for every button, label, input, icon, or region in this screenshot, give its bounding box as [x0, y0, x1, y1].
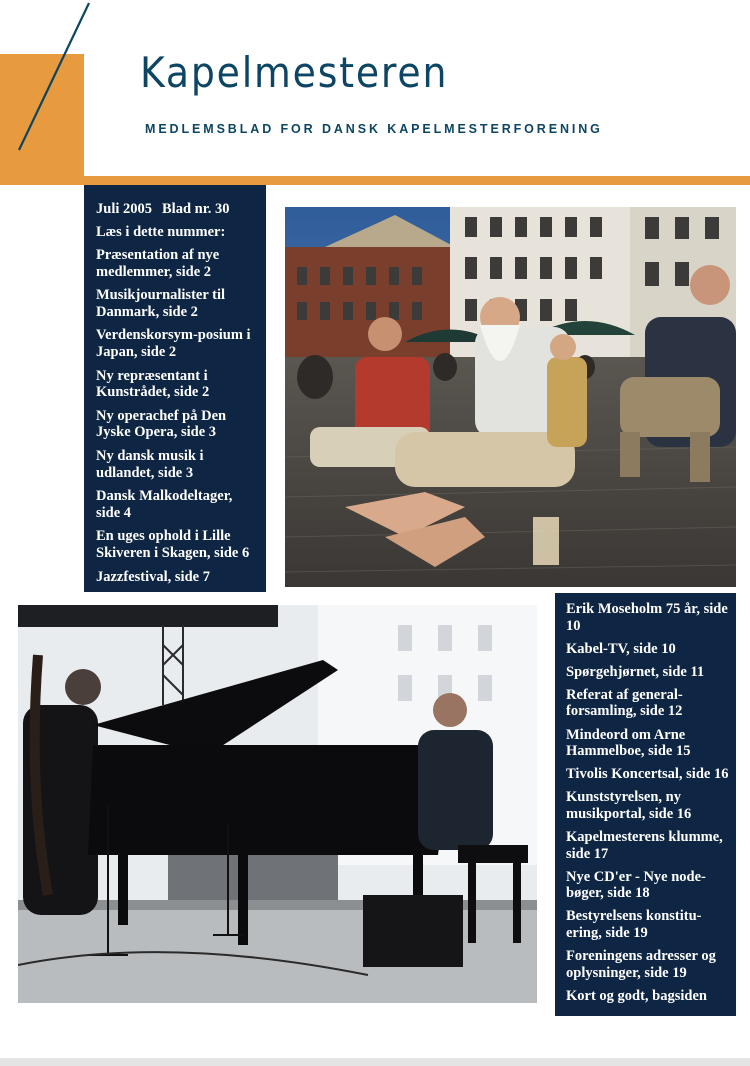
toc-right-panel — [555, 593, 736, 1016]
toc-intro: Læs i dette nummer: — [96, 224, 226, 240]
toc-item[interactable]: Ny dansk musik i udlandet, side 3 — [96, 447, 204, 481]
toc-item[interactable]: Præsentation af nye medlemmer, side 2 — [96, 247, 220, 280]
toc-item[interactable]: Verdenskorsym-posium i Japan, side 2 — [96, 327, 251, 360]
toc-item[interactable]: Dansk Malkodeltager, side 4 — [96, 488, 233, 521]
magazine-subtitle: MEDLEMSBLAD FOR DANSK KAPELMESTERFORENING — [145, 122, 603, 136]
toc-left-list — [96, 247, 258, 585]
header-orange-rule — [84, 176, 750, 185]
toc-item[interactable]: En uges ophold i Lille Skiveren i Skagen, side 6 — [96, 528, 250, 561]
toc-left-panel — [84, 185, 266, 592]
issue-info — [96, 201, 258, 218]
photo-festival-crowd — [285, 207, 736, 587]
issue-number: Blad nr. 30 — [162, 201, 230, 217]
toc-item[interactable]: Foreningens adresser og oplysninger, side 19 — [566, 948, 716, 981]
toc-item[interactable]: Kunststyrelsen, ny musikportal, side 16 — [566, 789, 692, 822]
toc-item[interactable]: Bestyrelsens konstitu-ering, side 19 — [566, 908, 702, 941]
decorative-slash-icon — [0, 0, 100, 160]
toc-item[interactable]: Nye CD'er - Nye node-bøger, side 18 — [566, 868, 706, 902]
toc-item[interactable]: Mindeord om Arne Hammelboe, side 15 — [566, 726, 691, 760]
toc-item[interactable]: Referat af general-forsamling, side 12 — [566, 686, 683, 720]
toc-item[interactable]: Ny repræsentant i Kunstrådet, side 2 — [96, 367, 210, 401]
photo-stage-piano — [18, 605, 537, 1003]
toc-item[interactable]: Jazzfestival, side 7 — [96, 568, 210, 585]
issue-date: Juli 2005 — [96, 201, 152, 217]
page-bottom-bar — [0, 1058, 750, 1066]
toc-item[interactable]: Kabel-TV, side 10 — [566, 640, 676, 657]
toc-right-list — [566, 601, 730, 1004]
toc-item[interactable]: Erik Moseholm 75 år, side 10 — [566, 601, 728, 634]
toc-item[interactable]: Kort og godt, bagsiden — [566, 987, 707, 1004]
toc-item[interactable]: Kapelmesterens klumme, side 17 — [566, 829, 723, 862]
magazine-title: Kapelmesteren — [140, 48, 449, 97]
toc-item[interactable]: Spørgehjørnet, side 11 — [566, 663, 705, 680]
toc-item[interactable]: Tivolis Koncertsal, side 16 — [566, 766, 729, 783]
toc-item[interactable]: Ny operachef på Den Jyske Opera, side 3 — [96, 407, 227, 441]
toc-item[interactable]: Musikjournalister til Danmark, side 2 — [96, 287, 226, 320]
